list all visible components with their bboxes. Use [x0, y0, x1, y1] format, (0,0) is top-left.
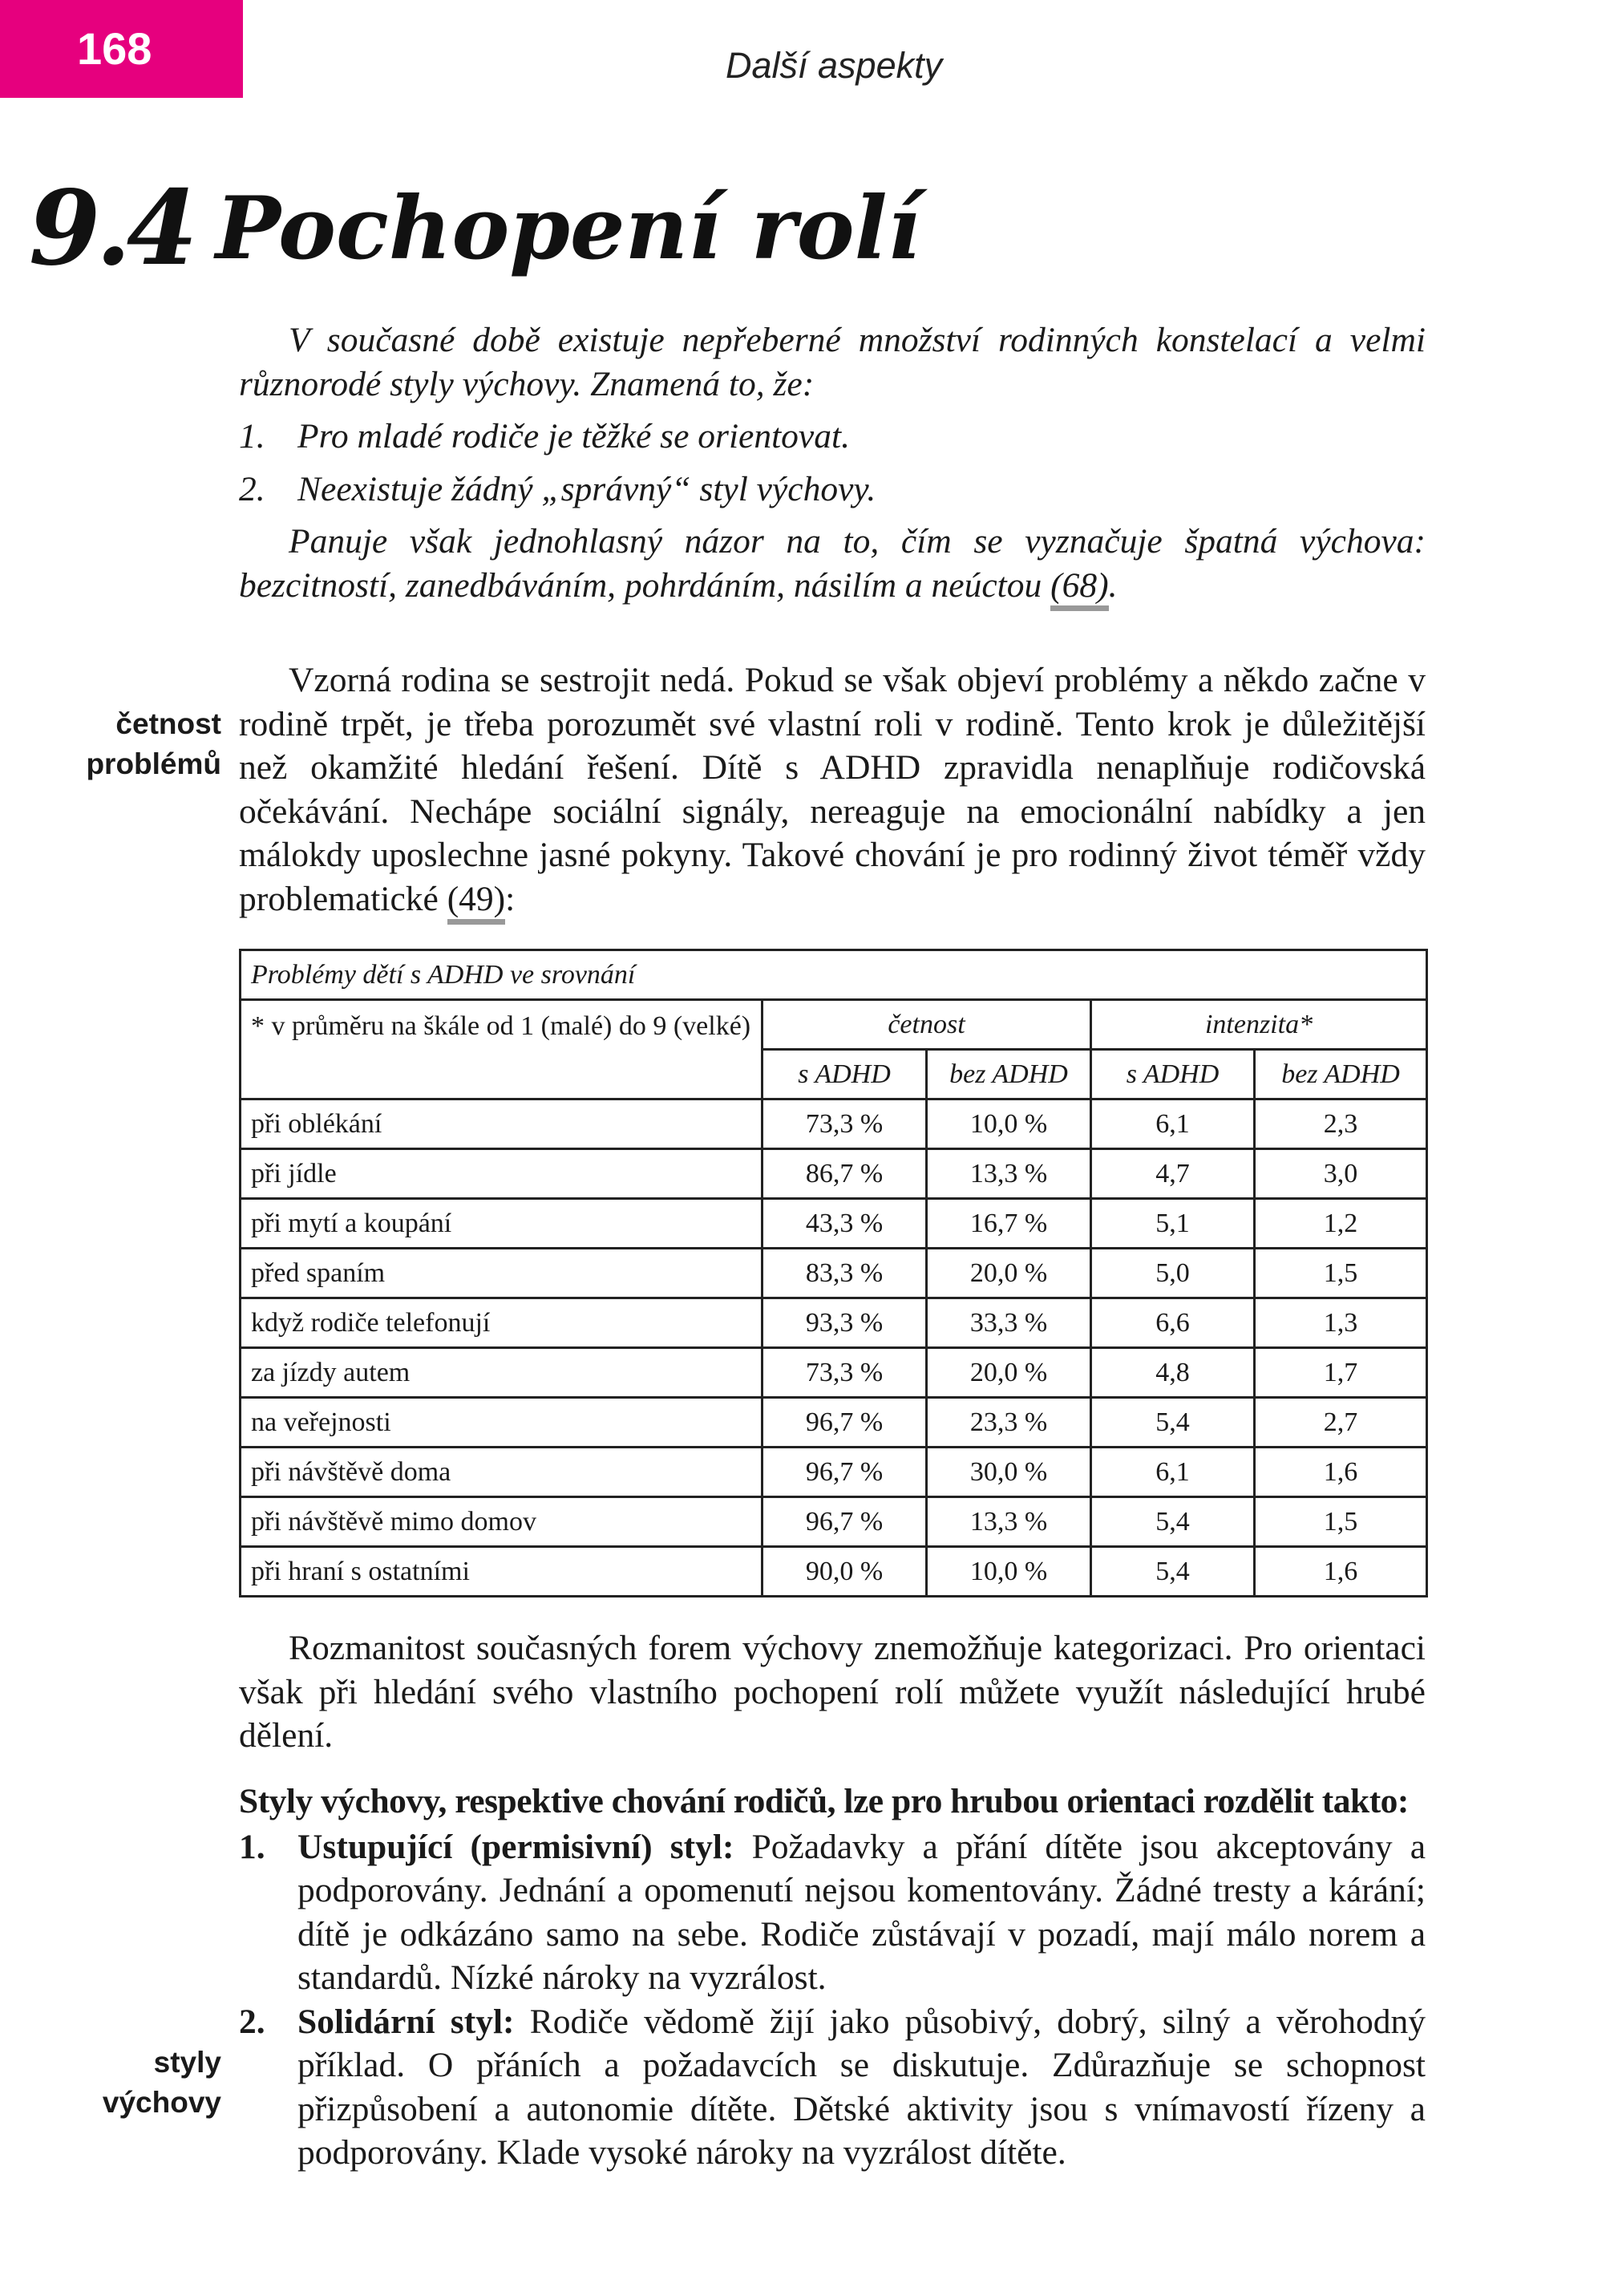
table-scale-note: * v průměru na škále od 1 (malé) do 9 (velké) [241, 1000, 763, 1099]
style-list-item [239, 2000, 1426, 2175]
cell: 2,7 [1255, 1398, 1427, 1448]
cell: 1,5 [1255, 1249, 1427, 1298]
styles-heading: Styly výchovy, respektive chování rodičů, lze pro hrubou orientaci rozdělit takto: [239, 1782, 1409, 1820]
table-row [241, 1298, 1427, 1348]
row-label: při návštěvě mimo domov [241, 1497, 763, 1547]
table-row [241, 1199, 1427, 1249]
cell: 6,1 [1091, 1448, 1255, 1497]
row-label: za jízdy autem [241, 1348, 763, 1398]
cell: 5,4 [1091, 1497, 1255, 1547]
table-row [241, 1497, 1427, 1547]
list-text: Pro mladé rodiče je těžké se orientovat. [297, 417, 850, 456]
section-heading [29, 164, 920, 293]
cell: 1,6 [1255, 1547, 1427, 1597]
table-row [241, 1099, 1427, 1149]
cell: 13,3 % [927, 1497, 1091, 1547]
table-caption: Problémy dětí s ADHD ve srovnání [241, 950, 1427, 1000]
cell: 93,3 % [763, 1298, 927, 1348]
cell: 3,0 [1255, 1149, 1427, 1199]
margin-note-line: styly [153, 2046, 221, 2079]
table-subheader: s ADHD [763, 1050, 927, 1099]
intro-block [239, 318, 1426, 607]
table-subheader: bez ADHD [927, 1050, 1091, 1099]
list-text [297, 2000, 1426, 2175]
cell: 73,3 % [763, 1099, 927, 1149]
cell: 83,3 % [763, 1249, 927, 1298]
row-label: při oblékání [241, 1099, 763, 1149]
intro-paragraph: V současné době existuje nepřeberné množství rodinných konstelací a velmi různorodé styly výchovy. Znamená to, že: [239, 321, 1426, 403]
table-row [241, 1249, 1427, 1298]
list-number: 2. [239, 469, 265, 508]
cell: 10,0 % [927, 1547, 1091, 1597]
table-row [241, 1547, 1427, 1597]
body-paragraph: Rozmanitost současných forem výchovy znemožňuje kategorizaci. Pro orientaci však při hledání svého vlastního pochopení rolí můžete využít následující hrubé dělení. [239, 1629, 1426, 1755]
style-description: Požadavky a přání dítěte jsou akceptovány a podporovány. Jednání a opomenutí nejsou komentovány. Žádné tresty a kárání; dítě je odkázáno samo na sebe. Rodiče zůstávají v pozadí, mají málo norem a standardů. Nízké nároky na vyzrálost. [297, 1827, 1426, 1997]
cell: 2,3 [1255, 1099, 1427, 1149]
page-number-box [0, 0, 243, 98]
body-paragraph-block [239, 658, 1426, 921]
table-group-header: intenzita* [1091, 1000, 1427, 1050]
table-row [241, 1149, 1427, 1199]
section-number: 9.4 [29, 168, 193, 289]
table-row [241, 1448, 1427, 1497]
table-subheader: bez ADHD [1255, 1050, 1427, 1099]
table-subheader: s ADHD [1091, 1050, 1255, 1099]
table-group-header: četnost [763, 1000, 1091, 1050]
cell: 5,4 [1091, 1398, 1255, 1448]
paragraph-end: . [1108, 565, 1118, 605]
cell: 5,0 [1091, 1249, 1255, 1298]
page-number: 168 [77, 23, 152, 74]
cell: 4,8 [1091, 1348, 1255, 1398]
row-label: když rodiče telefonují [241, 1298, 763, 1348]
cell: 1,6 [1255, 1448, 1427, 1497]
cell: 5,1 [1091, 1199, 1255, 1249]
margin-note-line: četnost [115, 707, 221, 740]
cell: 20,0 % [927, 1249, 1091, 1298]
cell: 96,7 % [763, 1448, 927, 1497]
cell: 73,3 % [763, 1348, 927, 1398]
margin-note-line: výchovy [102, 2086, 221, 2119]
cell: 90,0 % [763, 1547, 927, 1597]
cell: 4,7 [1091, 1149, 1255, 1199]
margin-note-problem-frequency [86, 704, 221, 784]
cell: 1,2 [1255, 1199, 1427, 1249]
cell: 86,7 % [763, 1149, 927, 1199]
table-row [241, 1398, 1427, 1448]
intro-list-item [239, 415, 1426, 459]
row-label: při hraní s ostatními [241, 1547, 763, 1597]
paragraph-text: Vzorná rodina se sestrojit nedá. Pokud se však objeví problémy a někdo začne v rodině trpět, je třeba porozumět své vlastní roli v rodině. Tento krok je důležitější než okamžité hledání řešení. Dítě s ADHD zpravidla nenaplňuje rodičovská očekávání. Nechápe sociální signály, nereaguje na emocionální nabídky a jen málokdy uposlechne jasné pokyny. Takové chování je pro rodinný život téměř vždy problematické [239, 661, 1426, 918]
row-label: na veřejnosti [241, 1398, 763, 1448]
style-list-item [239, 1825, 1426, 2000]
style-description: Rodiče vědomě žijí jako působivý, dobrý, silný a věrohodný příklad. O přáních a požadavcích se diskutuje. Zdůrazňuje se schopnost přizpůsobení a autonomie dítěte. Dětské aktivity jsou s vnímavostí řízeny a podporovány. Klade vysoké nároky na vyzrálost dítěte. [297, 2002, 1426, 2172]
cell: 1,5 [1255, 1497, 1427, 1547]
list-number: 2. [239, 2002, 265, 2041]
list-number: 1. [239, 417, 265, 456]
citation-link[interactable]: (68) [1050, 566, 1108, 611]
section-title: Pochopení rolí [215, 178, 920, 279]
style-name: Ustupující (permisivní) styl: [297, 1827, 734, 1866]
style-name: Solidární styl: [297, 2002, 515, 2041]
cell: 6,1 [1091, 1099, 1255, 1149]
intro-paragraph-2 [239, 520, 1426, 607]
list-text [297, 1825, 1426, 2000]
cell: 20,0 % [927, 1348, 1091, 1398]
cell: 33,3 % [927, 1298, 1091, 1348]
row-label: při jídle [241, 1149, 763, 1199]
row-label: před spaním [241, 1249, 763, 1298]
body-paragraph [239, 658, 1426, 921]
intro-list-item [239, 468, 1426, 512]
comparison-table [239, 949, 1428, 1597]
margin-note-line: problémů [86, 747, 221, 780]
cell: 43,3 % [763, 1199, 927, 1249]
cell: 96,7 % [763, 1497, 927, 1547]
cell: 96,7 % [763, 1398, 927, 1448]
row-label: při mytí a koupání [241, 1199, 763, 1249]
cell: 30,0 % [927, 1448, 1091, 1497]
paragraph-text: Panuje však jednohlasný názor na to, čím se vyznačuje špatná výchova: bezcitností, zanedbáváním, pohrdáním, násilím a neúctou [239, 522, 1426, 605]
body-paragraph-block-2 [239, 1626, 1426, 1758]
citation-link[interactable]: (49) [447, 880, 505, 925]
paragraph-end: : [505, 879, 516, 918]
list-text: Neexistuje žádný „správný“ styl výchovy. [297, 469, 876, 508]
cell: 23,3 % [927, 1398, 1091, 1448]
row-label: při návštěvě doma [241, 1448, 763, 1497]
cell: 16,7 % [927, 1199, 1091, 1249]
styles-block [239, 1780, 1426, 2175]
cell: 10,0 % [927, 1099, 1091, 1149]
cell: 1,3 [1255, 1298, 1427, 1348]
cell: 5,4 [1091, 1547, 1255, 1597]
cell: 13,3 % [927, 1149, 1091, 1199]
list-number: 1. [239, 1827, 265, 1866]
running-head: Další aspekty [726, 45, 943, 86]
table-row [241, 1348, 1427, 1398]
margin-note-parenting-styles [103, 2043, 221, 2123]
cell: 1,7 [1255, 1348, 1427, 1398]
cell: 6,6 [1091, 1298, 1255, 1348]
